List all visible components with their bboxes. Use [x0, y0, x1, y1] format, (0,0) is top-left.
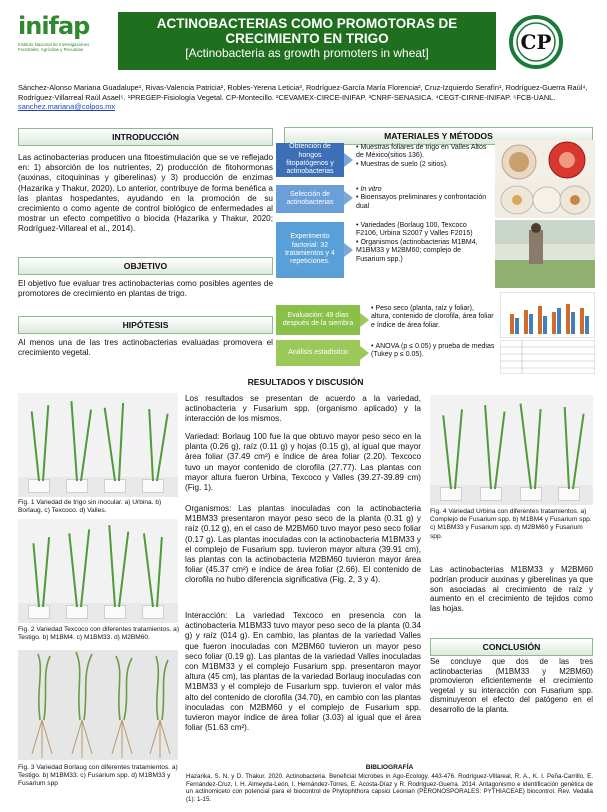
authors-block — [18, 83, 593, 112]
method-step-details — [371, 305, 495, 330]
method-step-details — [356, 222, 490, 264]
method-detail-item: • Muestras de suelo (2 sitios). — [356, 161, 490, 169]
method-step-seleccion — [276, 185, 344, 213]
fig1-caption: Fig. 1 Variedad de trigo sin inocular. a) Urbina. b) Borlaug. c) Texcoco. d) Valles. — [18, 499, 162, 515]
method-step-label: Análisis estadístico — [288, 348, 348, 356]
cp-logo — [508, 14, 564, 70]
fig2-photo — [18, 519, 178, 623]
method-step-details — [371, 343, 495, 360]
method-step-label: Experimento factorial: 32 tratamientos y 4 repeticiones. — [285, 233, 335, 266]
resultados-organismos: Organismos: Las plantas inoculadas con la actinobacteria M1BM33 presentaron mayor peso seco de la planta (0.31 g) y raíz (0.12 g), en el caso de M2BM60 tuvo mayor peso seco foliar (0.17 g). Las plantas inoculadas con la actinobacteria M1BM33 y el complejo de Fusarium spp. tuvieron mayor altura (39.91 cm), las plantas con la actinobacteria M2BM60 tuvieron mayor área foliar (45.37 cm²) e índice de área foliar (2.66). El contenido de clorofila no hubo diferencia significativa (Fig. 2, 3 y 4). — [185, 504, 421, 585]
arrow-icon — [360, 346, 369, 360]
hipotesis-text: Al menos una de las tres actinobacterias evaluadas promovera el crecimiento vegetal. — [18, 338, 273, 358]
method-detail-item: • Organismos (actinobacterias M1BM4, M1BM33 y M2BM60; complejo de Fusarium spp.) — [356, 239, 490, 264]
materiales-heading: MATERIALES Y MÉTODOS — [284, 127, 593, 145]
method-step-evaluacion — [276, 305, 360, 335]
fig3-photo — [18, 650, 178, 760]
arrow-icon — [344, 243, 353, 257]
bibliografia-heading: BIBLIOGRAFÍA — [186, 764, 593, 771]
method-step-label: Evaluación: 49 días después de la siembra — [282, 311, 354, 327]
inifap-logo — [18, 12, 110, 72]
cp-logo-text: CP — [520, 30, 552, 54]
inifap-logo-text: inifap — [18, 12, 90, 40]
objetivo-heading: OBJETIVO — [18, 257, 273, 275]
method-step-experimento — [276, 222, 344, 278]
objetivo-text: El objetivo fue evaluar tres actinobacterias como posibles agentes de promotores de crecimiento en plantas de trigo. — [18, 279, 273, 299]
method-detail-item: • In vitro — [356, 186, 490, 194]
conclusion-text: Se concluye que dos de las tres actinobacterias (M1BM33 y M2BM60) promovieron eficientemente el crecimiento vegetal y su interacción con Fusarium spp. disminuyeron el efecto del patógeno en el desarrollo de la planta. — [430, 657, 593, 714]
arrow-icon — [344, 191, 353, 205]
method-step-details — [356, 144, 490, 169]
method-step-label: Selección de actinobacterias — [286, 190, 334, 206]
hipotesis-heading: HIPÓTESIS — [18, 316, 273, 334]
fig4-photo — [430, 395, 593, 505]
fig4-caption: Fig. 4 Variedad Urbina con diferentes tratamientos. a) Complejo de Fusarium spp. b) M1BM4 y Fusarium spp. c) M1BM33 y Fusarium spp. d) M2BM60 y Fusarium spp. — [430, 508, 592, 540]
poster-title-line1: ACTINOBACTERIAS COMO PROMOTORAS DE — [156, 16, 458, 31]
results-chart-thumbnail — [500, 292, 595, 338]
stats-table-thumbnail — [500, 340, 595, 374]
method-step-label: Obtención de hongos fitopatógenos y actinobacterias — [286, 143, 334, 176]
method-detail-item: • Peso seco (planta, raíz y foliar), altura, contenido de clorofila, área foliar e índice de área foliar. — [371, 305, 495, 330]
fig3-caption: Fig. 3 Variedad Borlaug con diferentes tratamientos. a) Testigo. b) M1BM33. c) Fusarium spp. d) M1BM33 y Fusarium spp — [18, 764, 178, 788]
resultados-actinobacterias-conclusion: Las actinobacterias M1BM33 y M2BM60 podrían producir auxinas y giberelinas ya que son asociadas al crecimiento de raíz y aumento en el crecimiento de tejidos como las hojas. — [430, 565, 593, 614]
cp-logo-icon — [508, 14, 564, 70]
title-banner — [118, 12, 496, 70]
resultados-intro: Los resultados se presentan de acuerdo a la variedad, actinobacteria y Fusarium spp. (organismo aplicado) y la interacción de los mismos. — [185, 394, 421, 424]
resultados-heading: RESULTADOS Y DISCUSIÓN — [18, 374, 593, 390]
method-detail-item: • Variedades (Borlaug 100, Texcoco F2106, Urbina S2007 y Valles F2015) — [356, 222, 490, 239]
fig1-photo — [18, 393, 178, 497]
petri-dishes-photo — [495, 140, 595, 182]
arrow-icon — [344, 153, 353, 167]
resultados-variedad: Variedad: Borlaug 100 fue la que obtuvo mayor peso seco en la planta (0.26 g), raíz (0.11 g) y hojas (0.15 g), al igual que mayor área foliar (37.49 cm²) e índice de área foliar (2.20). Texcoco tuvo un mayor contenido de clorofila (27.77). Las plantas con mayor altura fueron Urbina, Texcoco y Valles (39.27-39.89 cm) (Fig. 1). — [185, 432, 421, 493]
method-step-details — [356, 186, 490, 211]
arrow-icon — [360, 313, 369, 327]
introduccion-text: Las actinobacterias producen una fitoestimulación que se ve reflejado en: 1) absorción de los nutrientes, 2) producción de fitohormonas (auxinas, citoquininas y giberelinas) y 3) producción de enzimas (Hazarika y Thakur, 2020). Lo anterior, contribuye de forma benéfica a las plantas hospedantes, ayudando en la promoción de su crecimiento o como agente de control biológico de enfermedades al mostrar un efecto competitivo o biocida (Hazarika y Thakur, 2020; Rodríguez-Villareal et al., 2014). — [18, 153, 273, 234]
method-detail-item: • ANOVA (p ≤ 0.05) y prueba de medias (Tukey p ≤ 0.05). — [371, 343, 495, 360]
method-step-analisis — [276, 340, 360, 366]
introduccion-heading: INTRODUCCIÓN — [18, 128, 273, 146]
method-step-obtencion — [276, 143, 344, 177]
bibliografia-text: Hazarika, S. N. y D. Thakur. 2020. Actinobacteria. Beneficial Microbes in Ago-Ecology. 443-476. Rodríguez-Villareal, R. A., K. I. Peña-Carrillo, E. Fernández-Cruz, I. H. Almeyda-León, I. Hernández-Torres, E. Acosta-Díaz y R. Rodríguez-Guerra. 2014. Antagonismo e identificación genética de un actinomiceto con potencial para el biocontrol de Phytophthora capsici Leonian (PERONOSPORALES: PYTHIACEAE) biocontrol. Rev. Vedalia (1): 1-15. — [186, 773, 593, 803]
contact-email-link[interactable]: sanchez.mariana@colpos.mx — [18, 102, 116, 112]
poster-subtitle: [Actinobacteria as growth promoters in wheat] — [185, 46, 429, 60]
resultados-interaccion: Interacción: La variedad Texcoco en presencia con la actinobacteria M1BM33 tuvo mayor peso seco de la planta (0.34 g) y raíz (014 g). En cambio, las plantas de la variedad Valles que fueron inoculadas con M2BM60 tuvieron un mayor peso seco foliar (0.19 g). Las plantas de la variedad Valles inoculadas con M1BM33 y el complejo Fusarium spp. presentaron mayor altura (45 cm), las plantas de la variedad Borlaug inoculadas con M1BM33 y el complejo de Fusarium spp. tuvieron el valor más alto del contenido de clorofila (34.70), en cambio con las plantas inoculadas con M2BM60 y el complejo de Fusarium spp. tuvieron mayor índice de área foliar (3.03) al igual que el área foliar (51.63 cm²). — [185, 611, 421, 733]
fig2-caption: Fig. 2 Variedad Texcoco con diferentes tratamientos. a) Testigo. b) M1BM4. c) M1BM33. d) M2BM60. — [18, 626, 180, 642]
method-detail-item: • Muestras foliares de trigo en Valles Altos de México(sitios 136). — [356, 144, 490, 161]
inifap-logo-subtitle: Instituto Nacional de Investigaciones Forestales, Agrícolas y Pecuarias — [18, 42, 90, 52]
conclusion-heading: CONCLUSIÓN — [430, 638, 593, 656]
greenhouse-photo — [495, 220, 595, 288]
poster-title-line2: CRECIMIENTO EN TRIGO — [225, 31, 389, 46]
confrontation-plates-photo — [495, 182, 595, 218]
method-detail-item: • Bioensayos preliminares y confrontación dual — [356, 194, 490, 211]
authors-text: Sánchez-Alonso Mariana Guadalupe¹, Rivas-Valencia Patricia², Robles-Yerena Leticia³, Rodríguez-García María Florencia², Cruz-Izquierdo Serafín¹, Rodríguez-Guerra Raúl⁴, Rodríguez-Villarreal Raúl Asael⁵. ¹PREGEP-Fisiología Vegetal. CP-Montecillo. ²CEVAMEX-CIRCE-INIFAP. ³CNRF-SENASICA. ⁴CEGT-CIRNE-INIFAP. ⁵FCB-UANL. — [18, 83, 588, 102]
